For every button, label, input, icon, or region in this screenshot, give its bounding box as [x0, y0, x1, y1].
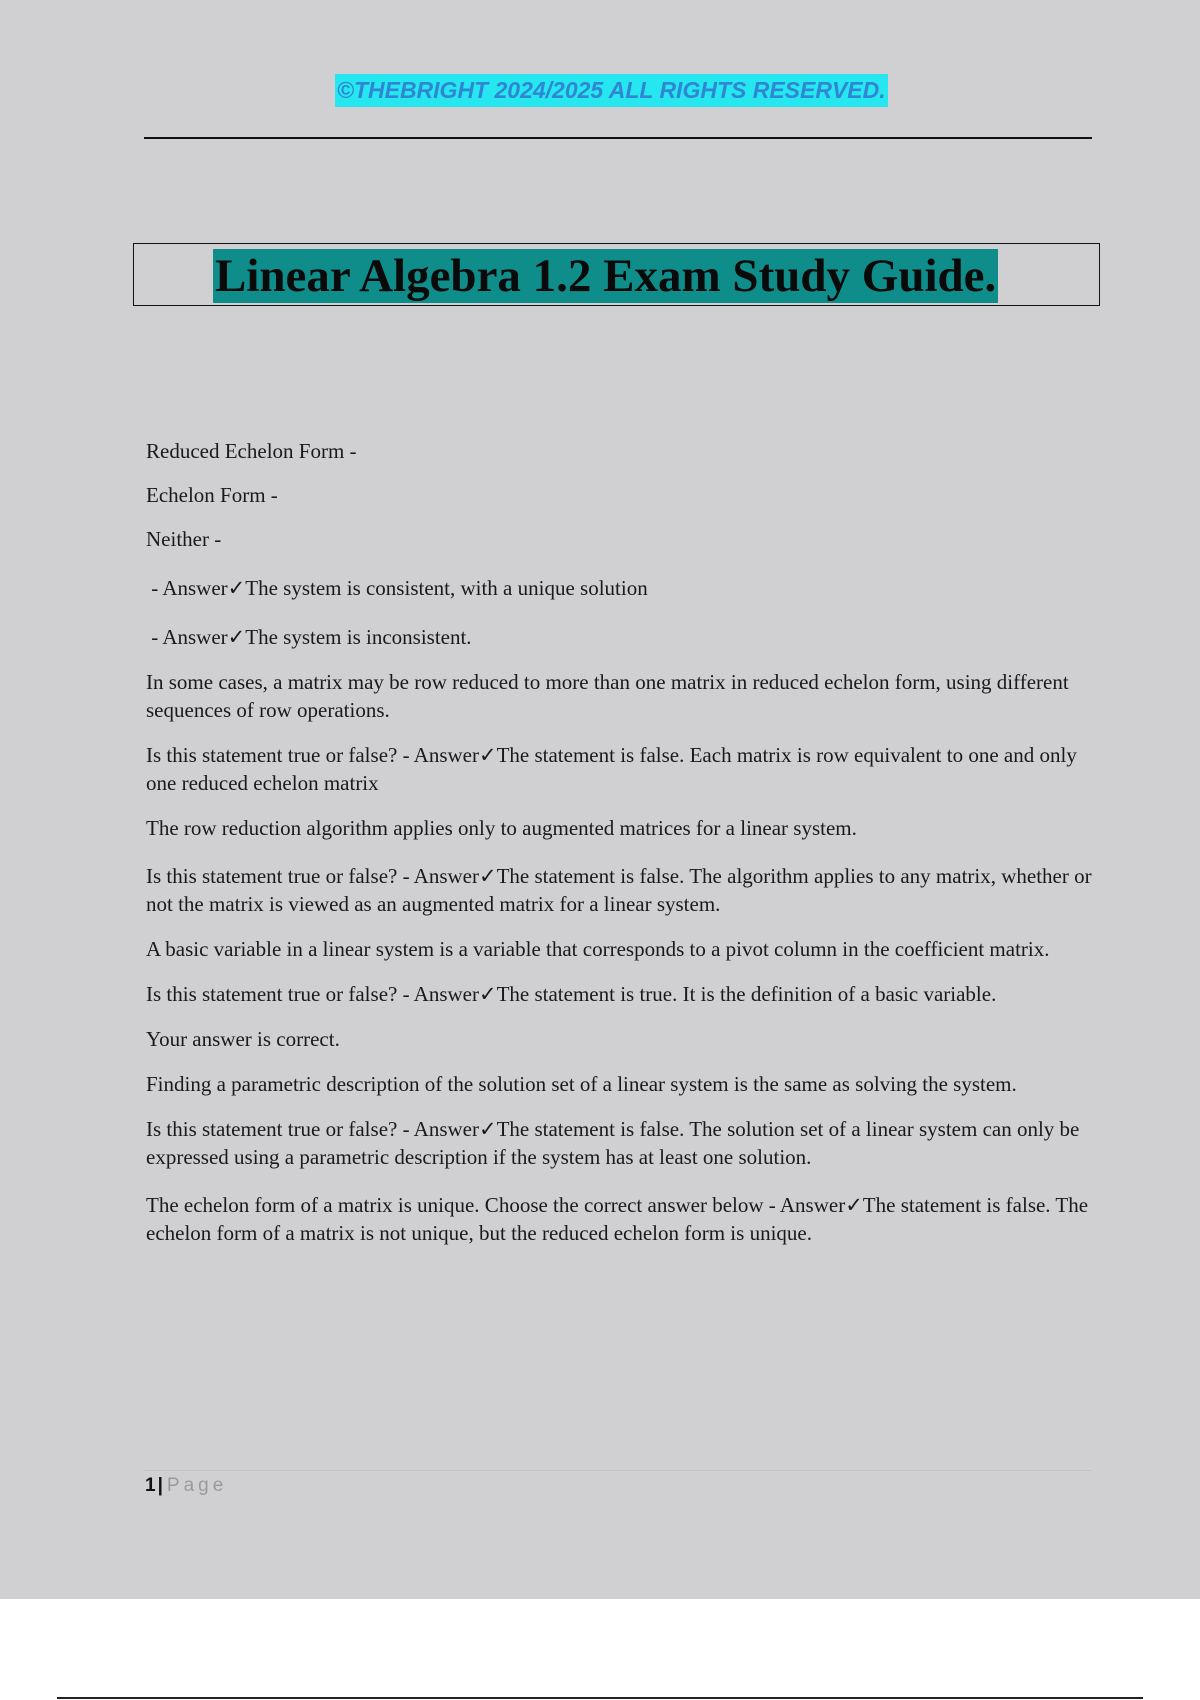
- paragraph: Finding a parametric description of the solution set of a linear system is the same as solving the system.: [146, 1072, 1017, 1096]
- footer-divider: [144, 1470, 1092, 1471]
- footer-separator: |: [157, 1475, 163, 1496]
- content-body: [146, 437, 1096, 1247]
- paragraph: A basic variable in a linear system is a variable that corresponds to a pivot column in the coefficient matrix.: [146, 937, 1050, 961]
- copyright-banner: ©THEBRIGHT 2024/2025 ALL RIGHTS RESERVED.: [335, 74, 888, 107]
- page-number: 1: [145, 1475, 156, 1496]
- paragraph: In some cases, a matrix may be row reduced to more than one matrix in reduced echelon form, using different sequences of row operations.: [146, 670, 1069, 722]
- paragraph: Reduced Echelon Form -: [146, 439, 357, 463]
- paragraph: Is this statement true or false? - Answer✓The statement is false. Each matrix is row equivalent to one and only one reduced echelon matrix: [146, 743, 1077, 795]
- paragraph: The echelon form of a matrix is unique. Choose the correct answer below - Answer✓The statement is false. The echelon form of a matrix is not unique, but the reduced echelon form is unique.: [146, 1193, 1089, 1245]
- next-page-divider: [57, 1697, 1143, 1699]
- header-divider: [144, 137, 1092, 139]
- paragraph: Your answer is correct.: [146, 1027, 340, 1051]
- paragraph: The row reduction algorithm applies only to augmented matrices for a linear system.: [146, 816, 857, 840]
- paragraph: Neither -: [146, 527, 222, 551]
- answer-line: - Answer✓The system is consistent, with a unique solution: [146, 576, 648, 600]
- paragraph: Is this statement true or false? - Answer✓The statement is true. It is the definition of a basic variable.: [146, 982, 997, 1006]
- page-label: Page: [166, 1475, 228, 1496]
- paragraph: Echelon Form -: [146, 483, 278, 507]
- answer-line: - Answer✓The system is inconsistent.: [146, 625, 472, 649]
- page-title: Linear Algebra 1.2 Exam Study Guide.: [215, 250, 997, 302]
- paragraph: Is this statement true or false? - Answer✓The statement is false. The algorithm applies to any matrix, whether or not the matrix is viewed as an augmented matrix for a linear system.: [146, 864, 1092, 916]
- page-footer: [145, 1473, 227, 1499]
- paragraph: Is this statement true or false? - Answer✓The statement is false. The solution set of a linear system can only be expressed using a parametric description if the system has at least one solution.: [146, 1117, 1080, 1169]
